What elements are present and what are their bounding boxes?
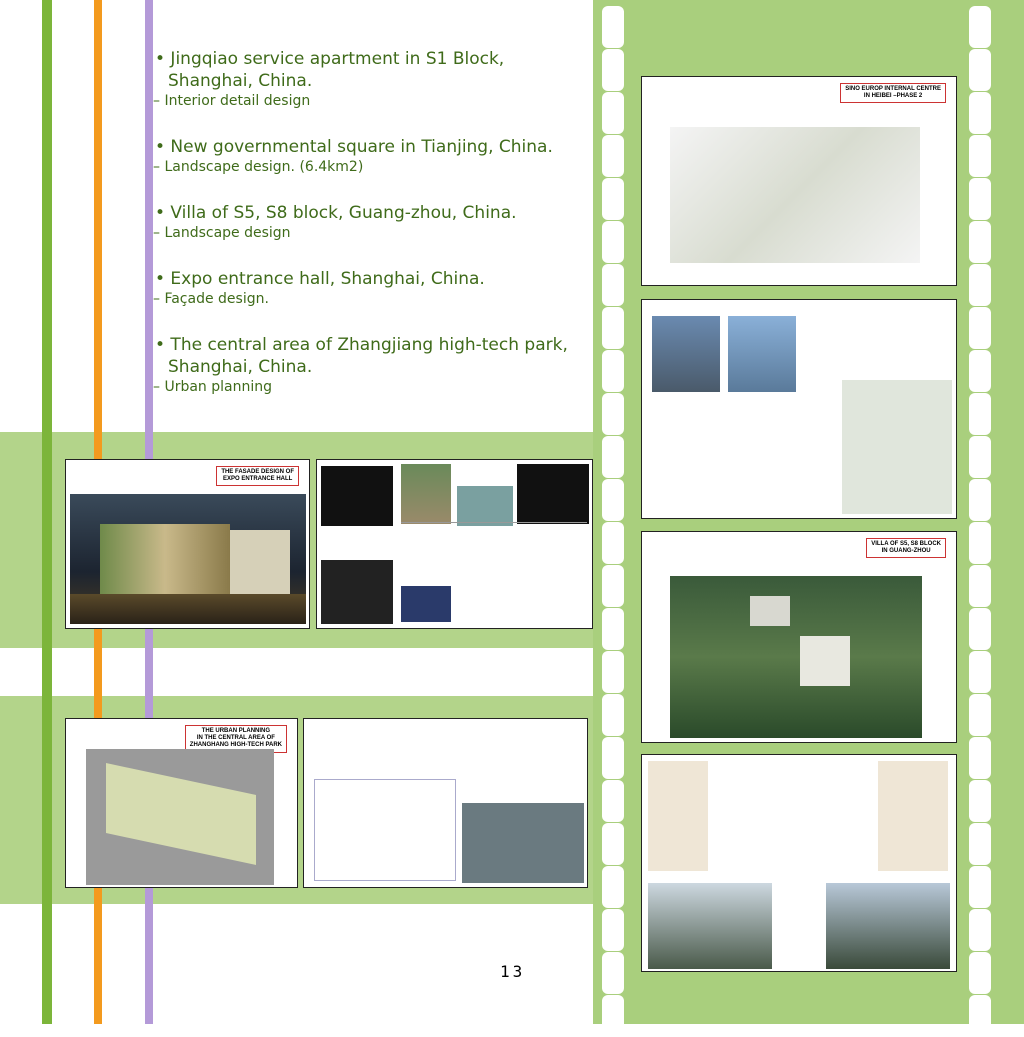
project-subtitle: – Urban planning xyxy=(153,379,272,395)
film-sprocket-hole xyxy=(602,6,624,48)
expo-facade-sheet xyxy=(65,459,310,629)
film-sprocket-hole xyxy=(602,737,624,779)
sheet-title: THE FASADE DESIGN OF EXPO ENTRANCE HALL xyxy=(216,466,299,486)
film-sprocket-hole xyxy=(602,522,624,564)
sheet-title: THE URBAN PLANNING IN THE CENTRAL AREA OF ZHANGHANG HIGH-TECH PARK xyxy=(185,725,287,753)
film-sprocket-hole xyxy=(969,823,991,865)
film-sprocket-hole xyxy=(602,92,624,134)
film-sprocket-hole xyxy=(969,264,991,306)
aerial-masterplan-render xyxy=(670,127,920,263)
project-title: • New governmental square in Tianjing, China. xyxy=(155,137,553,157)
film-sprocket-hole xyxy=(602,307,624,349)
film-sprocket-hole xyxy=(969,952,991,994)
film-sprocket-hole xyxy=(602,651,624,693)
project-subtitle: – Landscape design xyxy=(153,225,291,241)
film-sprocket-hole xyxy=(969,350,991,392)
film-sprocket-hole xyxy=(602,221,624,263)
sheet-title: VILLA OF S5, S8 BLOCK IN GUANG-ZHOU xyxy=(866,538,946,558)
film-sprocket-hole xyxy=(969,737,991,779)
film-sprocket-hole xyxy=(602,866,624,908)
film-sprocket-hole xyxy=(602,264,624,306)
villa-details-sheet xyxy=(641,754,957,972)
film-sprocket-hole xyxy=(969,522,991,564)
film-sprocket-hole xyxy=(602,178,624,220)
project-item xyxy=(155,202,595,242)
film-sprocket-hole xyxy=(602,780,624,822)
expo-details-sheet xyxy=(316,459,593,629)
project-title-cont: Shanghai, China. xyxy=(168,357,313,377)
project-item xyxy=(155,334,595,396)
project-item xyxy=(155,48,595,110)
project-title: • The central area of Zhangjiang high-tech park, xyxy=(155,335,568,355)
project-item xyxy=(155,136,595,176)
film-sprocket-hole xyxy=(969,135,991,177)
project-title: • Expo entrance hall, Shanghai, China. xyxy=(155,269,485,289)
project-subtitle: – Façade design. xyxy=(153,291,269,307)
film-sprocket-hole xyxy=(969,6,991,48)
film-sprocket-hole xyxy=(969,995,991,1037)
film-sprocket-hole xyxy=(969,178,991,220)
project-subtitle: – Interior detail design xyxy=(153,93,311,109)
film-sprocket-hole xyxy=(602,823,624,865)
film-sprocket-hole xyxy=(969,866,991,908)
film-sprocket-hole xyxy=(969,780,991,822)
sheet-title: SINO EUROP INTERNAL CENTRE IN HEIBEI –PHASE 2 xyxy=(840,83,946,103)
film-sprocket-hole xyxy=(602,393,624,435)
film-sprocket-hole xyxy=(602,694,624,736)
green-vertical-line xyxy=(42,0,52,1024)
film-sprocket-hole xyxy=(602,995,624,1037)
villa-sheet xyxy=(641,531,957,743)
film-sprocket-hole xyxy=(969,393,991,435)
film-sprocket-hole xyxy=(969,909,991,951)
film-sprocket-hole xyxy=(969,565,991,607)
project-title: • Jingqiao service apartment in S1 Block, xyxy=(155,49,505,69)
project-title-cont: Shanghai, China. xyxy=(168,71,313,91)
film-sprocket-hole xyxy=(969,479,991,521)
green-roof-sheet xyxy=(641,299,957,519)
film-sprocket-hole xyxy=(602,952,624,994)
film-sprocket-hole xyxy=(969,49,991,91)
film-sprocket-hole xyxy=(969,694,991,736)
expo-hall-render xyxy=(70,494,306,624)
sino-europ-sheet xyxy=(641,76,957,286)
film-sprocket-hole xyxy=(602,135,624,177)
project-title: • Villa of S5, S8 block, Guang-zhou, China. xyxy=(155,203,517,223)
film-sprocket-hole xyxy=(602,909,624,951)
project-item xyxy=(155,268,595,308)
film-sprocket-hole xyxy=(969,307,991,349)
project-subtitle: – Landscape design. (6.4km2) xyxy=(153,159,364,175)
page-number: 13 xyxy=(500,962,526,981)
film-sprocket-hole xyxy=(602,479,624,521)
film-sprocket-hole xyxy=(969,651,991,693)
film-sprocket-hole xyxy=(969,221,991,263)
urban-details-sheet xyxy=(303,718,588,888)
film-sprocket-hole xyxy=(969,436,991,478)
film-sprocket-hole xyxy=(602,350,624,392)
film-sprocket-hole xyxy=(602,49,624,91)
project-list xyxy=(155,48,595,422)
urban-plan-map xyxy=(86,749,274,885)
villa-aerial-render xyxy=(670,576,922,738)
film-sprocket-hole xyxy=(602,608,624,650)
film-sprocket-hole xyxy=(969,608,991,650)
urban-planning-sheet xyxy=(65,718,298,888)
film-sprocket-hole xyxy=(602,436,624,478)
film-sprocket-hole xyxy=(969,92,991,134)
film-sprocket-hole xyxy=(602,565,624,607)
